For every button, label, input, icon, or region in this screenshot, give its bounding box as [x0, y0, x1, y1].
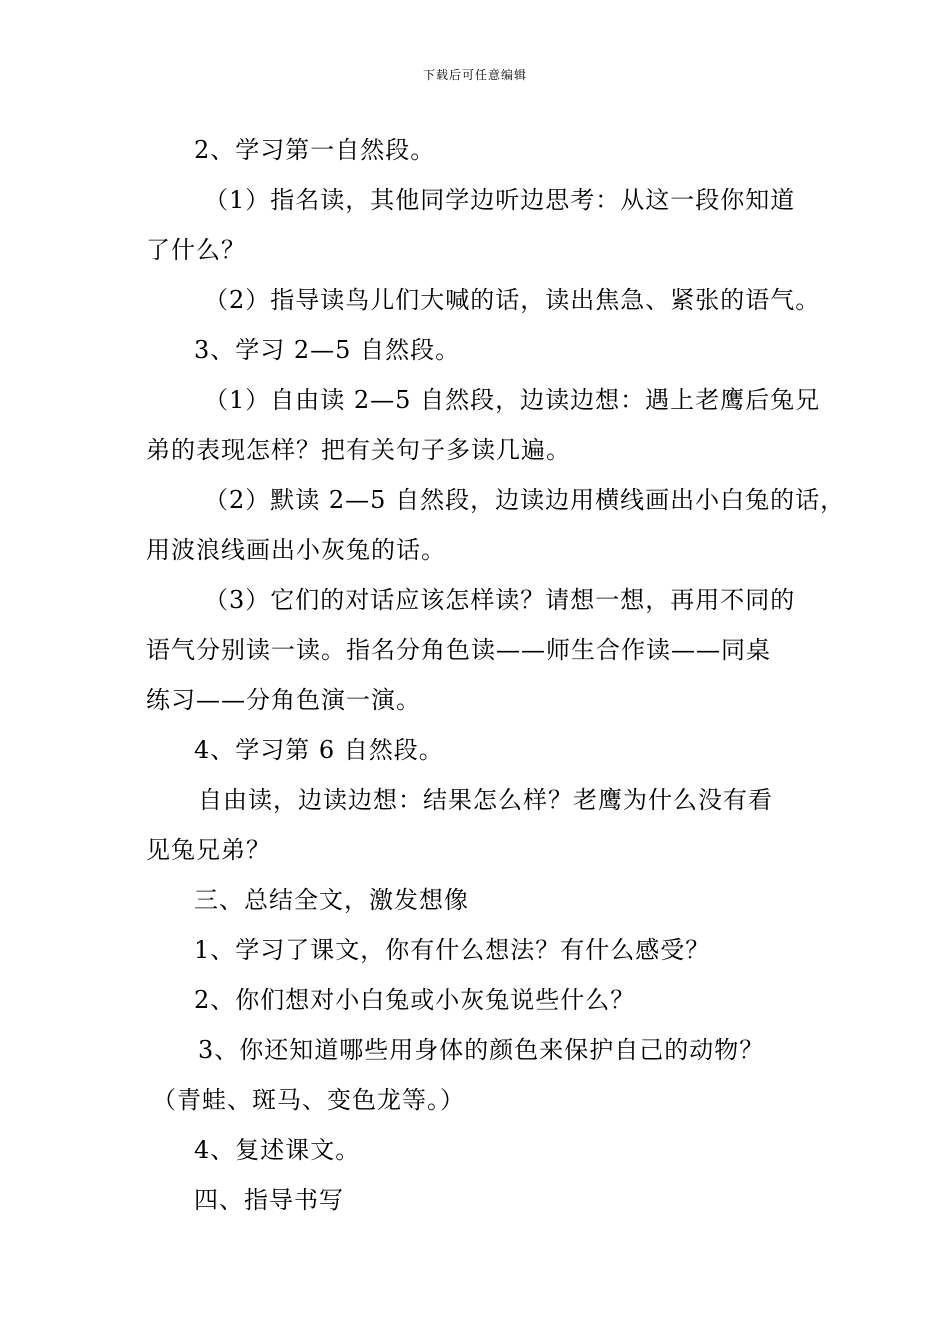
paragraph-line: 2、你们想对小白兔或小灰兔说些什么？: [194, 986, 636, 1014]
paragraph-line: 了什么？: [146, 236, 246, 264]
paragraph-line: （2）默读 2—5 自然段，边读边用横线画出小白兔的话，: [204, 486, 846, 514]
section-heading: 四、指导书写: [194, 1186, 344, 1214]
paragraph-line: （2）指导读鸟儿们大喊的话，读出焦急、紧张的语气。: [204, 286, 821, 314]
paragraph-line: 弟的表现怎样？把有关句子多读几遍。: [146, 436, 571, 464]
paragraph-line: 用波浪线画出小灰兔的话。: [146, 536, 446, 564]
paragraph-line: （1）自由读 2—5 自然段，边读边想：遇上老鹰后兔兄: [204, 386, 821, 414]
paragraph-line: 自由读，边读边想：结果怎么样？老鹰为什么没有看: [198, 786, 773, 814]
paragraph-line: 练习——分角色演一演。: [146, 686, 421, 714]
paragraph-line: （青蛙、斑马、变色龙等。）: [152, 1086, 465, 1114]
paragraph-line: 3、你还知道哪些用身体的颜色来保护自己的动物？: [198, 1036, 765, 1064]
section-heading: 4、学习第 6 自然段。: [194, 736, 444, 764]
paragraph-line: 1、学习了课文，你有什么想法？有什么感受？: [194, 936, 711, 964]
section-heading: 3、学习 2—5 自然段。: [194, 336, 461, 364]
document-body: [146, 125, 846, 1225]
section-heading: 2、学习第一自然段。: [194, 136, 436, 164]
paragraph-line: （3）它们的对话应该怎样读？请想一想，再用不同的: [204, 586, 796, 614]
paragraph-line: 语气分别读一读。指名分角色读——师生合作读——同桌: [146, 636, 771, 664]
paragraph-line: 4、复述课文。: [194, 1136, 361, 1164]
paragraph-line: 见兔兄弟？: [146, 836, 271, 864]
paragraph-line: （1）指名读，其他同学边听边思考：从这一段你知道: [204, 186, 796, 214]
section-heading: 三、总结全文，激发想像: [194, 886, 469, 914]
page-header: 下载后可任意编辑: [422, 68, 527, 82]
